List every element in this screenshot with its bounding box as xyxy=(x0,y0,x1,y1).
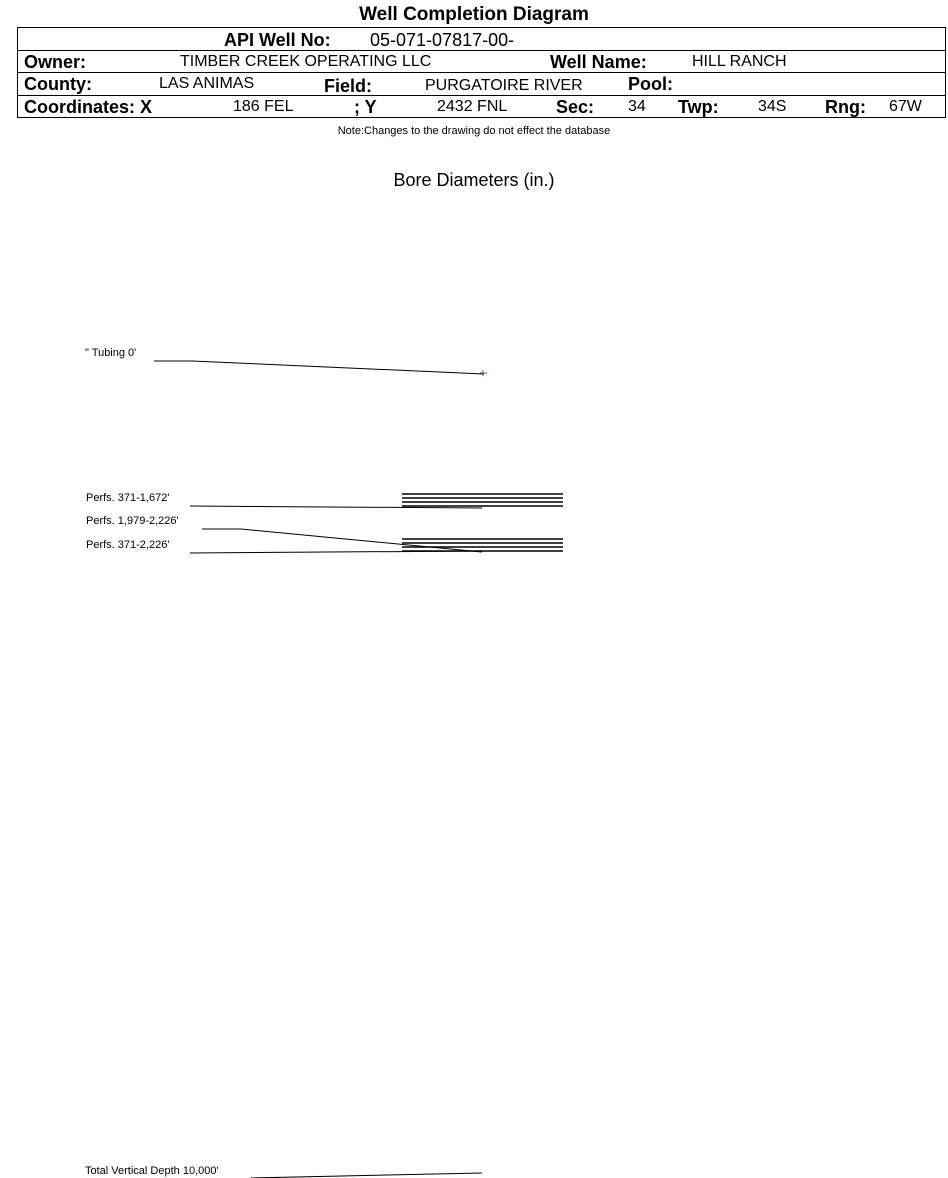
perforation-interval-lower xyxy=(402,539,563,551)
twp-label: Twp: xyxy=(678,97,719,117)
perfs-371-2226-label: Perfs. 371-2,226' xyxy=(86,539,170,551)
pool-label: Pool: xyxy=(628,74,673,94)
county-value: LAS ANIMAS xyxy=(159,75,255,92)
total-vertical-depth-label: Total Vertical Depth 10,000' xyxy=(85,1165,219,1177)
rng-label: Rng: xyxy=(825,97,866,117)
rng-value: 67W xyxy=(889,98,922,115)
county-label: County: xyxy=(24,74,92,94)
tubing-end-marker xyxy=(480,370,487,376)
api-well-no-value: 05-071-07817-00- xyxy=(370,30,515,50)
perforation-interval-upper xyxy=(402,494,563,506)
tubing-leader-line xyxy=(154,361,484,374)
perfs-371-1672-label: Perfs. 371-1,672' xyxy=(86,492,170,504)
owner-value: TIMBER CREEK OPERATING LLC xyxy=(180,53,432,70)
bore-diameters-title: Bore Diameters (in.) xyxy=(393,170,555,190)
tubing-label: " Tubing 0' xyxy=(85,347,137,359)
twp-value: 34S xyxy=(758,98,787,115)
coordinates-x-value: 186 FEL xyxy=(233,98,294,115)
owner-label: Owner: xyxy=(24,52,87,72)
database-note: Note:Changes to the drawing do not effect the database xyxy=(337,125,611,137)
coordinates-y-label: ; Y xyxy=(354,97,377,117)
field-value: PURGATOIRE RIVER xyxy=(425,77,583,94)
coordinates-y-value: 2432 FNL xyxy=(437,98,508,115)
api-well-no-label: API Well No: xyxy=(224,30,331,50)
well-name-label: Well Name: xyxy=(550,52,647,72)
coordinates-x-label: Coordinates: X xyxy=(24,97,153,117)
field-label: Field: xyxy=(324,76,372,96)
total-depth-leader-line xyxy=(251,1173,482,1178)
sec-value: 34 xyxy=(628,98,646,115)
perfs-1979-2226-leader-line xyxy=(202,529,482,552)
well-name-value: HILL RANCH xyxy=(692,53,787,70)
perfs-1979-2226-label: Perfs. 1,979-2,226' xyxy=(86,515,179,527)
diagram-title: Well Completion Diagram xyxy=(359,4,589,25)
sec-label: Sec: xyxy=(556,97,595,117)
